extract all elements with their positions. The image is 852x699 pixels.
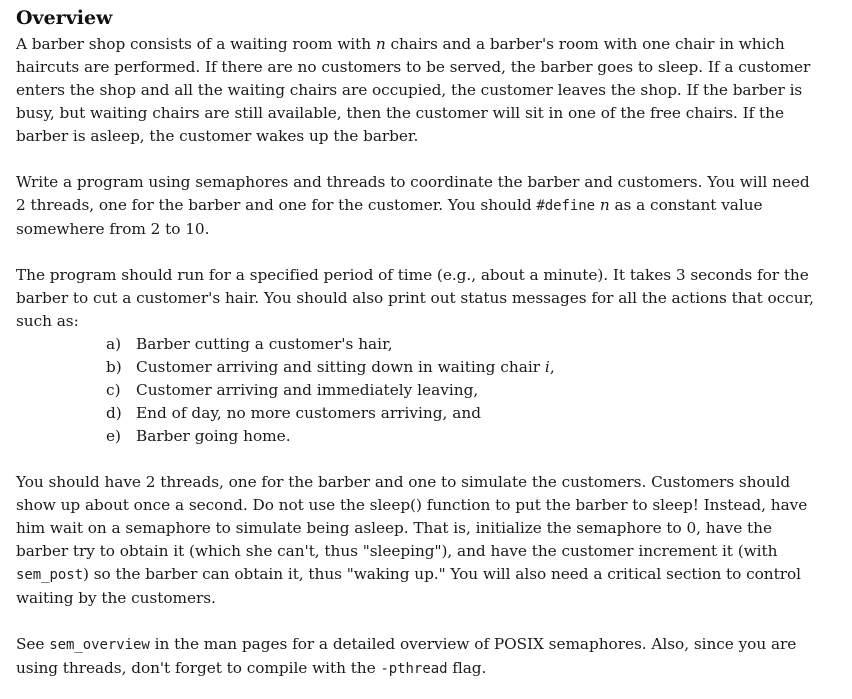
- paragraph-program-requirements: Write a program using semaphores and threads to coordinate the barber and customers. You will need 2 threads, one for the barber and one for the customer. You should #define n as a constant value somewhere from 2 to 10.: [16, 173, 810, 238]
- heading-overview: Overview: [16, 7, 113, 29]
- list-marker: b): [106, 358, 122, 376]
- code-sem-post: sem_post: [16, 567, 84, 583]
- document: [16, 4, 816, 681]
- list-item: b) Customer arriving and sitting down in waiting chair i,: [106, 356, 816, 379]
- paragraph-runtime-description: The program should run for a specified period of time (e.g., about a minute). It takes 3 seconds for the barber to cut a customer's hair. You should also print out status messages for all the actions that occur, such as:: [16, 266, 814, 330]
- list-marker: a): [106, 335, 122, 353]
- code-sem-overview: sem_overview: [49, 637, 150, 653]
- paragraph-thread-instructions: You should have 2 threads, one for the barber and one to simulate the customers. Customers should show up about once a second. Do not use the sleep() function to put the barber to sleep! Instead, have him wait on a semaphore to simulate being asleep. That is, initialize the semaphore to 0, have the barber try to obtain it (which she can't, thus "sleeping"), and have the customer increment it (with sem_post) so the barber can obtain it, thus "waking up." You will also need a critical section to control waiting by the customers.: [16, 473, 808, 607]
- list-item: c) Customer arriving and immediately leaving,: [106, 379, 816, 402]
- list-item: d) End of day, no more customers arriving, and: [106, 402, 816, 425]
- variable-n: n: [375, 35, 386, 53]
- status-messages-list: [16, 333, 816, 448]
- variable-i: i: [544, 358, 550, 376]
- list-item: e) Barber going home.: [106, 425, 816, 448]
- paragraph-problem-description: A barber shop consists of a waiting room with n chairs and a barber's room with one chair in which haircuts are performed. If there are no customers to be served, the barber goes to sleep. If a customer enters the shop and all the waiting chairs are occupied, the customer leaves the shop. If the barber is busy, but waiting chairs are still available, then the customer will sit in one of the free chairs. If the barber is asleep, the customer wakes up the barber.: [16, 35, 811, 145]
- list-marker: d): [106, 404, 122, 422]
- list-item: a) Barber cutting a customer's hair,: [106, 333, 816, 356]
- code-pthread-flag: -pthread: [380, 661, 448, 677]
- list-marker: e): [106, 427, 122, 445]
- list-marker: c): [106, 381, 121, 399]
- variable-n: n: [599, 196, 610, 214]
- paragraph-references: See sem_overview in the man pages for a detailed overview of POSIX semaphores. Also, since you are using threads, don't forget to compile with the -pthread flag.: [16, 635, 797, 677]
- code-define: #define: [536, 198, 596, 214]
